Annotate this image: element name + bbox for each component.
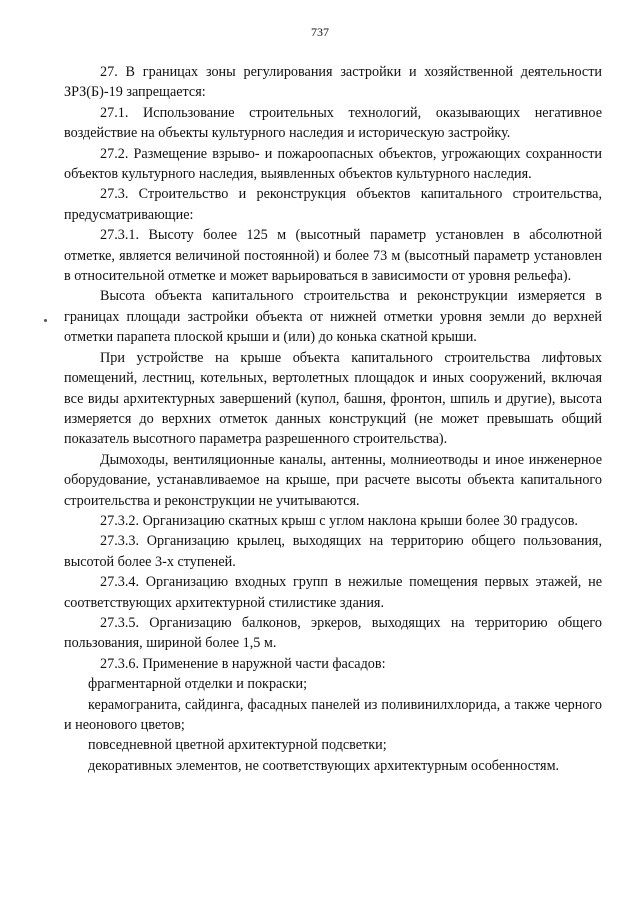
paragraph-height-measurement: Высота объекта капитального строительства и реконструкции измеряется в границах площади застройки объекта от нижней отметки уровня земли до верхней отметки парапета плоской крыши и (или) до конька скатной крыши. <box>64 288 602 346</box>
paragraph-roof-structures: При устройстве на крыше объекта капитального строительства лифтовых помещений, лестниц, котельных, вертолетных площадок и иных сооружений, включая все виды архитектурных завершений (купол, башня, фронтон, шпиль и другие), высота измеряется до верхних отметок данных конструкций (не может превышать общий показатель высотного параметра разрешенного строительства). <box>64 349 602 448</box>
paragraph-excluded-equipment: Дымоходы, вентиляционные каналы, антенны, молниеотводы и иное инженерное оборудование, устанавливаемое на крыше, при расчете высоты объекта капитального строительства и реконструкции не учитываются. <box>64 451 602 509</box>
paragraph-27-1: 27.1. Использование строительных технологий, оказывающих негативное воздействие на объекты культурного наследия и историческую застройку. <box>64 104 602 142</box>
paragraph-27-3-1: 27.3.1. Высоту более 125 м (высотный параметр установлен в абсолютной отметке, является величиной постоянной) и более 73 м (высотный параметр установлен в относительной отметке и может варьироваться в зависимости от уровня рельефа). <box>64 227 602 285</box>
paragraph-27-3-6: 27.3.6. Применение в наружной части фасадов: <box>100 655 386 672</box>
paragraph-27-3-3: 27.3.3. Организацию крылец, выходящих на территорию общего пользования, высотой более 3-х ступеней. <box>64 533 602 570</box>
document-body <box>64 62 602 776</box>
paragraph-27-2: 27.2. Размещение взрыво- и пожароопасных объектов, угрожающих сохранности объектов культурного наследия, выявленных объектов культурного наследия. <box>64 145 602 183</box>
facade-item-1: фрагментарной отделки и покраски; <box>88 676 308 693</box>
paragraph-27-3-4: 27.3.4. Организацию входных групп в нежилые помещения первых этажей, не соответствующих архитектурной стилистике здания. <box>64 574 602 611</box>
paragraph-27-3: 27.3. Строительство и реконструкция объектов капитального строительства, предусматривающие: <box>64 186 602 223</box>
scan-speck <box>44 319 47 322</box>
facade-item-3: повседневной цветной архитектурной подсветки; <box>88 737 387 754</box>
paragraph-27-3-2: 27.3.2. Организацию скатных крыш с углом наклона крыши более 30 градусов. <box>100 512 578 529</box>
paragraph-27: 27. В границах зоны регулирования застройки и хозяйственной деятельности ЗРЗ(Б)-19 запрещается: <box>64 64 602 101</box>
paragraph-27-3-5: 27.3.5. Организацию балконов, эркеров, выходящих на территорию общего пользования, шириной более 1,5 м. <box>64 614 602 652</box>
facade-item-4: декоративных элементов, не соответствующих архитектурным особенностям. <box>88 757 560 774</box>
page-number: 737 <box>311 25 329 39</box>
facade-item-2: керамогранита, сайдинга, фасадных панелей из поливинилхлорида, а также черного и неонового цветов; <box>64 696 602 733</box>
